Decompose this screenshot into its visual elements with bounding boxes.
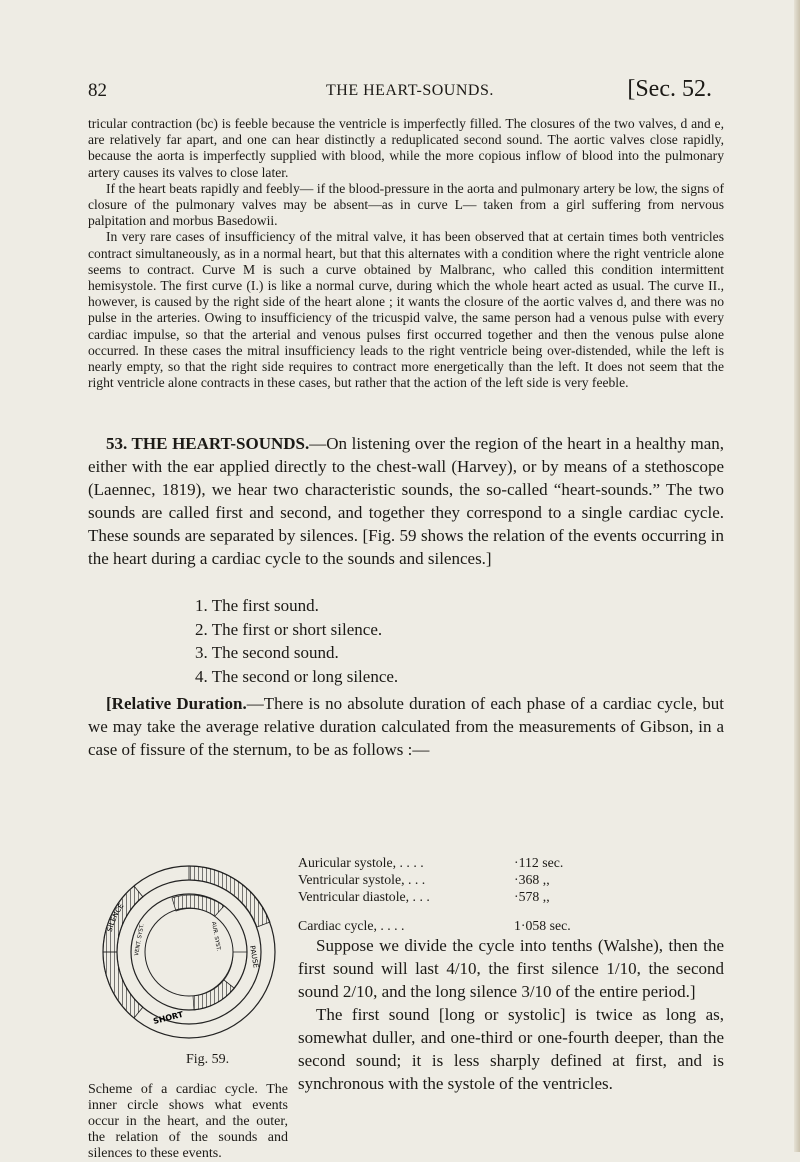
running-title: THE HEART-SOUNDS. [326, 82, 494, 99]
table-value: 1·058 sec. [514, 918, 571, 933]
table-value: ·368 ,, [514, 872, 550, 887]
right-paragraph-2: The first sound [long or systolic] is twice as long as, somewhat duller, and one-third or one-fourth deeper, than the second sound; it is less sharply defined at first, and is synchronous with the systole of the ventricles. [298, 1005, 724, 1093]
cardiac-cycle-diagram [94, 860, 284, 1044]
intro-paragraph-1: tricular contraction (bc) is feeble because the ventricle is imperfectly filled. The closures of the two valves, d and e, are relatively far apart, and one can hear distinctly a reduplicated second sound. The aortic valves close rapidly, because the aorta is imperfectly supplied with blood, while the more copious inflow of blood into the pulmonary artery causes its valves to close later. [88, 116, 724, 180]
table-label: Ventricular systole, . . . [298, 872, 426, 887]
relative-duration-text: —There is no absolute duration of each phase of a cardiac cycle, but we may take the average relative duration calculated from the measurements of Gibson, in a case of fissure of the sternum, to be as follows :— [88, 694, 724, 759]
right-paragraph-1: Suppose we divide the cycle into tenths (Walshe), then the first sound will last 4/10, the first silence 1/10, the second sound 2/10, and the long silence 3/10 of the entire period.] [298, 936, 724, 1001]
section-marker: [Sec. 52. [627, 76, 712, 102]
section-53-text: —On listening over the region of the heart in a healthy man, either with the ear applied directly to the chest-wall (Harvey), or by means of a stethoscope (Laennec, 1819), we hear two characteristic sounds, the so-called “heart-sounds.” The two sounds are called first and second, and together they correspond to a single cardiac cycle. These sounds are separated by silences. [Fig. 59 shows the relation of the events occurring in the heart during a cardiac cycle to the sounds and silences.] [88, 434, 724, 568]
table-value: ·578 ,, [514, 889, 550, 904]
table-row [298, 888, 628, 905]
short-label: SHORT [152, 1009, 185, 1026]
right-column-text [298, 934, 724, 1095]
pause-label: PAUSE [248, 944, 260, 969]
list-item: 3. The second sound. [195, 643, 339, 662]
section-53-heading: 53. THE HEART-SOUNDS. [106, 434, 310, 453]
list-item: 1. The first sound. [195, 596, 319, 615]
table-row [298, 917, 628, 934]
heart-sound-list [195, 594, 398, 688]
table-value: ·112 sec. [514, 855, 564, 870]
intro-text [88, 116, 724, 391]
silence-label: SILENCE [105, 902, 126, 933]
figure-legend: Scheme of a cardiac cycle. The inner circle shows what events occur in the heart, and the outer, the relation of the sounds and silences to these events. [88, 1082, 288, 1161]
table-label: Auricular systole, . . . . [298, 855, 424, 870]
page-header [88, 76, 712, 106]
ventricular-systole-label: VENT. SYST. [134, 923, 146, 957]
auricular-systole-label: AUR. SYST. [210, 921, 222, 952]
figure-caption: Fig. 59. [186, 1052, 230, 1067]
table-label: Cardiac cycle, . . . . [298, 918, 405, 933]
list-item: 2. The first or short silence. [195, 619, 383, 639]
table-label: Ventricular diastole, . . . [298, 889, 430, 904]
intro-paragraph-3: In very rare cases of insufficiency of the mitral valve, it has been observed that at certain times both ventricles contract simultaneously, as in a normal heart, but that this alternates with a condition where the right ventricle alone seems to contract. Curve M is such a curve obtained by Malbranc, who called this condition intermittent hemisystole. The first curve (I.) is like a normal curve, during which the whole heart acted as usual. The curve II., however, is caused by the right side of the heart alone ; it wants the closure of the aortic valves d, and there was no pulse in the arteries. Owing to insufficiency of the tricuspid valve, the same person had a venous pulse with every cardiac impulse, so that the arterial and venous pulses first occurred together and then the venous pulse alone occurred. In these cases the mitral insufficiency leads to the right ventricle being over-distended, while the left is nearly empty, so that the right side requires to contract more energetically than the left. It does not seem that the right ventricle alone contracts in these cases, but rather that the action of the left side is very feeble. [88, 229, 724, 391]
relative-duration [88, 692, 724, 761]
list-item: 4. The second or long silence. [195, 666, 399, 686]
intro-paragraph-2: If the heart beats rapidly and feebly— if the blood-pressure in the aorta and pulmonary artery be low, the signs of closure of the pulmonary valves may be absent—as in curve L— taken from a girl suffering from nervous palpitation and morbus Basedowii. [88, 180, 724, 229]
table-row [298, 854, 628, 871]
page-number: 82 [88, 80, 107, 101]
relative-duration-heading: [Relative Duration. [106, 694, 247, 713]
page-edge-shadow [794, 0, 800, 1152]
section-53 [88, 432, 724, 570]
duration-table [298, 854, 628, 934]
table-row [298, 871, 628, 888]
